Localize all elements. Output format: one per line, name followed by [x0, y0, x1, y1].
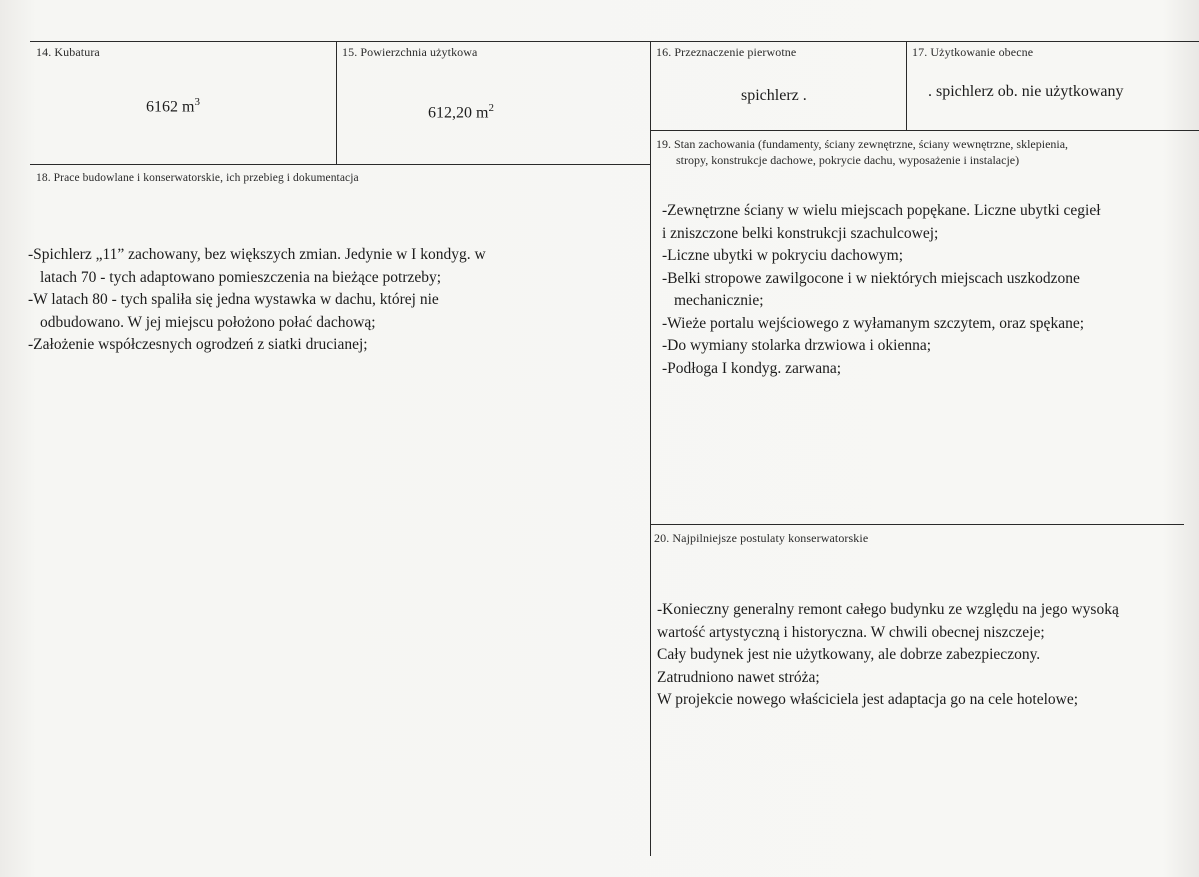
- field-19-line: -Wieże portalu wejściowego z wyłamanym szczytem, oraz spękane;: [662, 314, 1085, 332]
- rule-above-19: [650, 130, 1199, 131]
- top-rule: [30, 41, 1199, 42]
- field-17-label: 17. Użytkowanie obecne: [912, 45, 1034, 59]
- field-15-unit-superscript: 2: [488, 102, 494, 114]
- field-19-line: -Zewnętrzne ściany w wielu miejscach popękane. Liczne ubytki cegieł: [662, 202, 1101, 219]
- field-20-line: Cały budynek jest nie użytkowany, ale dobrze zabezpieczony.: [657, 646, 1041, 663]
- divider-15-16: [650, 41, 651, 856]
- field-19-line: mechanicznie;: [674, 292, 764, 309]
- field-15-label: 15. Powierzchnia użytkowa: [342, 45, 478, 59]
- rule-above-20: [650, 524, 1184, 525]
- field-19-line: -Belki stropowe zawilgocone i w niektórych miejscach uszkodzone: [662, 269, 1080, 287]
- field-18-line: -W latach 80 - tych spaliła się jedna wystawka w dachu, której nie: [28, 291, 439, 308]
- field-19-label: [656, 136, 1068, 168]
- field-14-number: 6162 m: [146, 98, 195, 116]
- field-19-label-line: 19. Stan zachowania (fundamenty, ściany zewnętrzne, ściany wewnętrzne, sklepienia,: [656, 137, 1069, 151]
- field-20-line: W projekcie nowego właściciela jest adaptacja go na cele hotelowe;: [657, 691, 1079, 708]
- field-14-unit-superscript: 3: [194, 96, 200, 108]
- field-14-label: 14. Kubatura: [36, 45, 100, 59]
- field-14-value: [146, 96, 200, 116]
- rule-above-18: [30, 164, 650, 165]
- field-17-value: . spichlerz ob. nie użytkowany: [928, 83, 1124, 100]
- field-20-text: [657, 599, 1119, 712]
- field-19-text: [662, 200, 1101, 380]
- field-15-number: 612,20 m: [428, 104, 489, 122]
- field-20-line: Zatrudniono nawet stróża;: [657, 668, 820, 686]
- field-19-line: -Liczne ubytki w pokryciu dachowym;: [662, 247, 904, 264]
- field-18-line: latach 70 - tych adaptowano pomieszczenia na bieżące potrzeby;: [40, 268, 442, 286]
- field-19-line: -Podłoga I kondyg. zarwana;: [662, 359, 842, 377]
- field-19-line: -Do wymiany stolarka drzwiowa i okienna;: [662, 337, 932, 354]
- field-18-text: [28, 244, 486, 357]
- field-19-label-line: stropy, konstrukcje dachowe, pokrycie dachu, wyposażenie i instalacje): [676, 153, 1020, 167]
- field-15-value: [428, 102, 494, 122]
- divider-14-15: [336, 41, 337, 164]
- divider-16-17: [906, 41, 907, 130]
- field-20-line: -Konieczny generalny remont całego budynku ze względu na jego wysoką: [657, 601, 1119, 618]
- field-16-value: spichlerz .: [741, 87, 807, 104]
- field-20-line: wartość artystyczną i historyczna. W chwili obecnej niszczeje;: [657, 623, 1045, 641]
- field-18-line: -Spichlerz „11” zachowany, bez większych zmian. Jedynie w I kondyg. w: [28, 246, 486, 263]
- field-19-line: i zniszczone belki konstrukcji szachulcowej;: [662, 224, 939, 242]
- field-16-label: 16. Przeznaczenie pierwotne: [656, 45, 797, 59]
- field-18-line: -Założenie współczesnych ogrodzeń z siatki drucianej;: [28, 336, 368, 353]
- field-18-line: odbudowano. W jej miejscu położono połać dachową;: [40, 313, 376, 331]
- field-18-label: 18. Prace budowlane i konserwatorskie, ich przebieg i dokumentacja: [36, 172, 359, 184]
- field-20-label: 20. Najpilniejsze postulaty konserwatorskie: [654, 531, 869, 545]
